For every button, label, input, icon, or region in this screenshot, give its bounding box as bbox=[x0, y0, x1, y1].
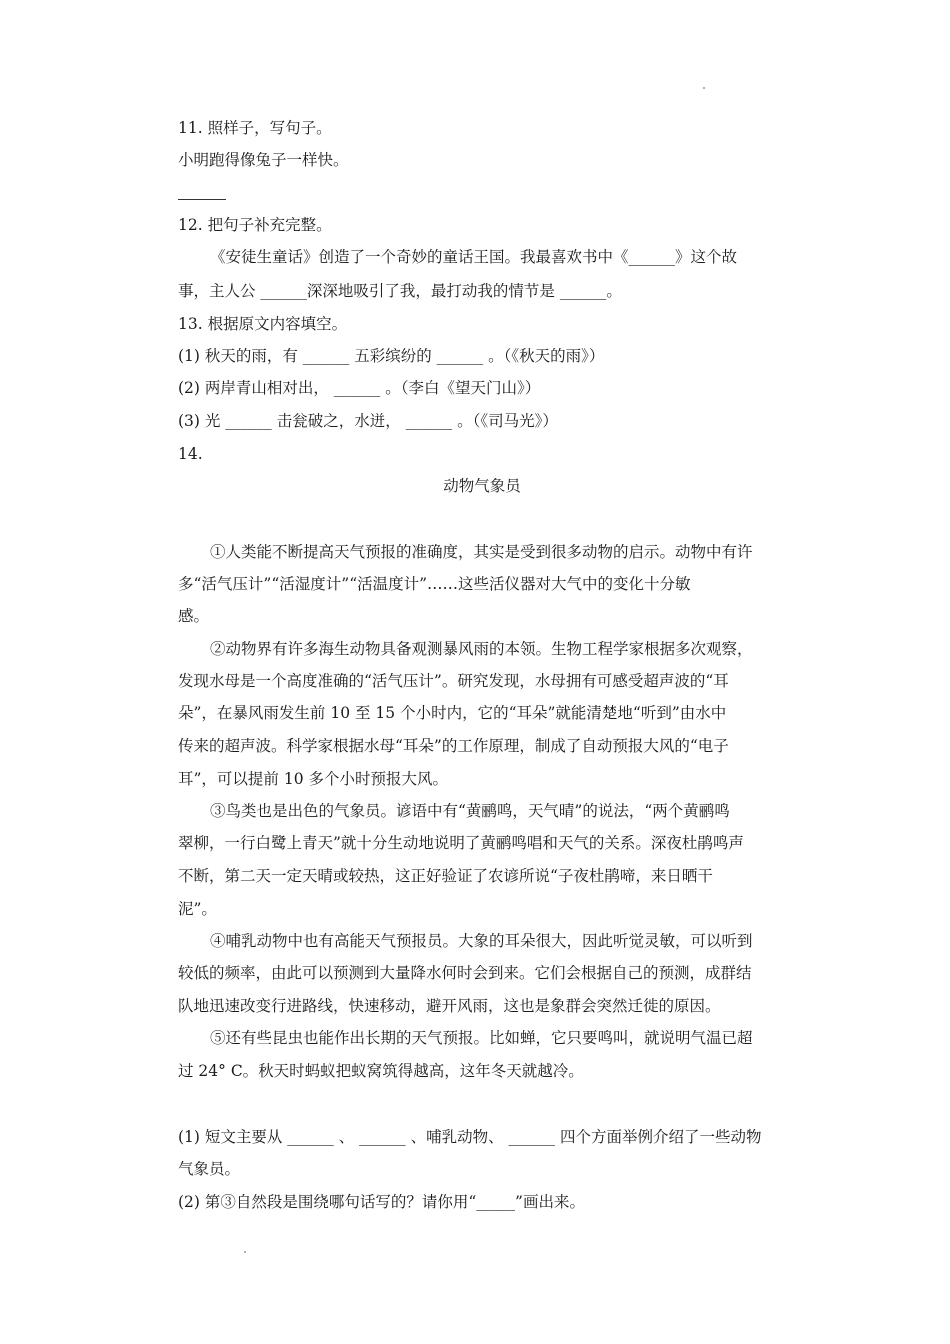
q13-item-1: (1) 秋天的雨，有 ______ 五彩缤纷的 ______ 。（《秋天的雨》） bbox=[178, 347, 605, 365]
paragraph-line: ③鸟类也是出色的气象员。谚语中有“黄鹂鸣，天气晴”的说法，“两个黄鹂鸣 bbox=[210, 802, 730, 820]
paragraph-line: 传来的超声波。科学家根据水母“耳朵”的工作原理，制成了自动预报大风的“电子 bbox=[178, 737, 729, 755]
paragraph-line: 队地迅速改变行进路线，快速移动，避开风雨，这也是象群会突然迁徙的原因。 bbox=[178, 997, 721, 1015]
q14-number: 14. bbox=[178, 445, 203, 463]
paragraph-line: 翠柳，一行白鹭上青天”就十分生动地说明了黄鹂鸣唱和天气的关系。深夜杜鹃鸣声 bbox=[178, 834, 744, 852]
paragraph-line: 感。 bbox=[178, 607, 210, 625]
paragraph-line: 发现水母是一个高度准确的“活气压计”。研究发现，水母拥有可感受超声波的“耳 bbox=[178, 672, 729, 690]
paragraph-line: ②动物界有许多海生动物具备观测暴风雨的本领。生物工程学家根据多次观察， bbox=[210, 640, 753, 658]
paragraph-line: 泥”。 bbox=[178, 900, 217, 918]
q14-sub-question-1: (1) 短文主要从 ______ 、 ______ 、哺乳动物、 ______ 四个方面举例介绍了一些动物 bbox=[178, 1128, 762, 1146]
passage-title: 动物气象员 bbox=[443, 477, 521, 495]
paragraph-line: 较低的频率，由此可以预测到大量降水何时会到来。它们会根据自己的预测，成群结 bbox=[178, 964, 752, 982]
paragraph-line: ④哺乳动物中也有高能天气预报员。大象的耳朵很大，因此听觉灵敏，可以听到 bbox=[210, 932, 753, 950]
q13-item-3: (3) 光 ______ 击瓮破之，水迸， ______ 。（《司马光》） bbox=[178, 412, 558, 430]
paragraph-line: ⑤还有些昆虫也能作出长期的天气预报。比如蝉，它只要鸣叫，就说明气温已超 bbox=[210, 1029, 753, 1047]
q13-title: 13. 根据原文内容填空。 bbox=[178, 315, 348, 333]
paragraph-line: ①人类能不断提高天气预报的准确度，其实是受到很多动物的启示。动物中有许 bbox=[210, 543, 753, 561]
paragraph-line: 不断，第二天一定天晴或较热，这正好验证了农谚所说“子夜杜鹃啼，来日晒干 bbox=[178, 867, 713, 885]
paragraph-line: 朵”，在暴风雨发生前 10 至 15 个小时内，它的“耳朵”就能清楚地“听到”由水中 bbox=[178, 704, 727, 722]
paragraph-line: 耳”，可以提前 10 多个小时预报大风。 bbox=[178, 770, 449, 788]
q12-title: 12. 把句子补充完整。 bbox=[178, 216, 332, 234]
q11-title: 11. 照样子，写句子。 bbox=[178, 119, 332, 137]
paragraph-line: 多“活气压计”“活湿度计”“活温度计”……这些活仪器对大气中的变化十分敏 bbox=[178, 575, 691, 593]
q14-sub-question-2: (2) 第③自然段是围绕哪句话写的？请你用“_____”画出来。 bbox=[178, 1193, 585, 1211]
q11-example: 小明跑得像兔子一样快。 bbox=[178, 151, 349, 169]
paragraph-line: 过 24° C。秋天时蚂蚁把蚁窝筑得越高，这年冬天就越冷。 bbox=[178, 1062, 584, 1080]
page-mark bbox=[244, 1251, 246, 1253]
q12-line1: 《安徒生童话》创造了一个奇妙的童话王国。我最喜欢书中《______》这个故 bbox=[210, 248, 738, 266]
q11-answer-blank[interactable] bbox=[178, 199, 226, 200]
q13-item-2: (2) 两岸青山相对出， ______ 。（李白《望天门山》） bbox=[178, 379, 541, 397]
q12-line2: 事，主人公 ______深深地吸引了我，最打动我的情节是 ______。 bbox=[178, 282, 622, 300]
page-mark bbox=[703, 87, 705, 89]
q14-sub-question-1-cont: 气象员。 bbox=[178, 1160, 241, 1178]
